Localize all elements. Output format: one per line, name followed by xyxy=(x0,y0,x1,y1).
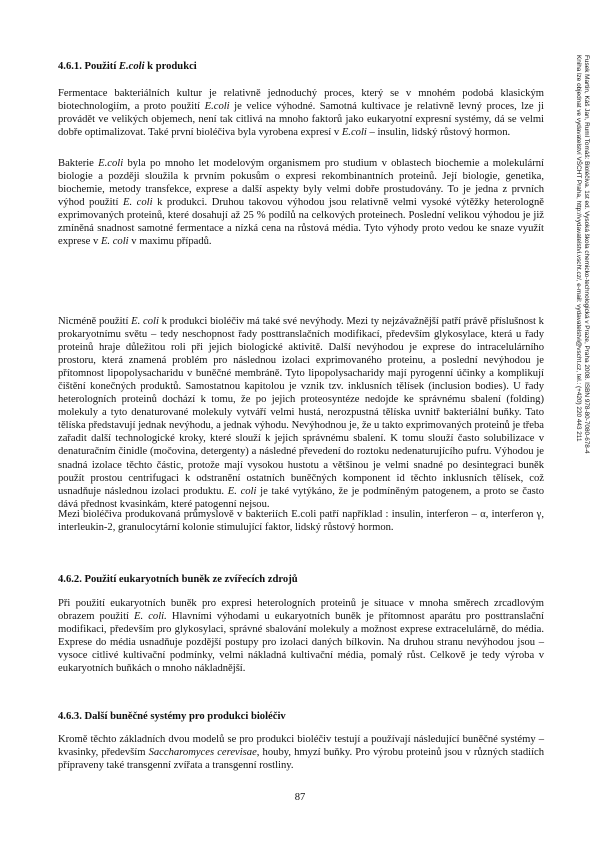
italic-run: E. coli xyxy=(131,316,159,327)
section-heading-4-6-1 xyxy=(58,60,197,74)
heading-italic-text: E.coli xyxy=(118,61,145,72)
paragraph-ecoli-intro xyxy=(58,87,544,139)
text-run: , houby, hmyzí buňky. Pro výrobu proteinů jsou v různých stadiích přípraveny také transgenní zvířata a transgenní rostliny. xyxy=(58,747,545,772)
page-number: 87 xyxy=(294,792,306,803)
text-run: k produkci. Druhou takovou výhodou jsou relativně velmi vysoké výtěžky heterologně exprimovaných proteinů, které dosahují až 25 % podílů na celkových proteinech. Poslední velikou výhodou je již zmíněná snadnost samotné fermentace a nízká cena na růstová média. Tyto výhody proto vedou ke snaze využít exprese v xyxy=(58,197,544,248)
italic-run: E. coli xyxy=(122,197,153,209)
text-run: v maximu případů. xyxy=(128,236,212,248)
text-run: Bakterie xyxy=(58,158,99,169)
citation-line: Kniha lze objednat ve vydavatelství VŠCHT Praha, http://vydavatelstvi.vscht.cz/, e-mail: vydavatelstvi@vscht.cz, tel.: (+420) 220 443 211 xyxy=(574,55,582,442)
text-run: byla po mnoho let modelovým organismem pro studium v oblastech biochemie a molekulární biologie a později sloužila k prvním pokusům o expresi rekombinantních proteinů. Její biologie, genetika, biochemie, metody transfekce, exprese a další aspekty byly velmi dobře prostudovány. To je jedna z prvních výhod použití xyxy=(58,158,544,209)
heading-text: 4.6.1. Použití xyxy=(58,61,119,72)
text-run: – insulin, lidský růstový hormon. xyxy=(366,127,511,139)
paragraph-eukaryotic-cells xyxy=(58,597,544,675)
section-heading-4-6-2: 4.6.2. Použití eukaryotních buněk ze zvířecích zdrojů xyxy=(58,574,298,585)
italic-run: E. coli xyxy=(227,485,257,497)
citation-line: Fusek Martin, Káš Jan, Ruml Tomáš: Bioléčiva. 1st ed. Vysoká škola chemicko-technologická v Praze, Praha 2008. ISBN 978-80-7080-678-4 xyxy=(583,55,590,454)
text-run: Kromě těchto základních dvou modelů se pro produkci bioléčiv testují a používají následující buněčné systémy – kvasinky, především xyxy=(58,734,544,759)
side-citation-note xyxy=(574,55,590,615)
text-run: k produkci bioléčiv má také své nevýhody. Mezi ty nejzávažnější patří právě příslušnost k prokaryotnímu světu – tedy neschopnost řady posttranslačních modifikací, především glykosylace, která u řady proteinů hraje důležitou roli při jejich biologické aktivitě. Další nevýhodou je exprese do intracelulárního prostoru, která znamená problém pro následnou izolaci exprimovaného proteinu, a poslední nevýhodou je přítomnost lipopolysacharidu v buněčné membráně. Tyto lipopolysacharidy mají pyrogenní účinky a komplikují čištění konečných produktů. Samostatnou kapitolou je vznik tzv. inklusních tělísek (inclusion bodies). U řady heterologních proteinů dochází k tomu, že po jejich proteosyntéze nedojde ke správnému sbalení (folding) molekuly a tyto denaturované molekuly vytváří velmi hustá, nerozpustná tělíska uvnitř bakteriální buňky. Tato tělíska představují jednak nevýhodu, a jednak výhodu. Nevýhodnou je, že u takto exprimovaných proteinů je třeba zařadit další technologické kroky, které slouží k jejich správnému sbalení. K tomu slouží často solubilizace v denaturačním činidle (močovina, detergenty) a následné převedení do roztoku nedenaturujícího pufru. Výhodou je snadná izolace těchto částic, protože mají vysokou hustotu a většinou je velmi snadné po desintegraci buněk použít prostou centrifugaci k odstranění ostatních buněčných komponent id těchto inklusních tělísek, což usnadňuje následnou izolaci produktu. xyxy=(58,316,544,497)
paragraph-other-systems xyxy=(58,733,544,772)
paragraph-ecoli-advantages xyxy=(58,157,544,248)
text-run: je také vytýkáno, že je podmíněným patogenem, a proto se často dává přednost kvasinkám, které patogenní nejsou. xyxy=(58,485,545,510)
italic-run: E.coli xyxy=(98,158,124,169)
text-run: je velice výhodné. Samotná kultivace je relativně levný proces, lze ji provádět ve velikých objemech, není tak citlivá na mnoho faktorů jako eukaryotní expresní systémy, dá se velmi dobře optimalizovat. Také první bioléčiva byla vyrobena expresí v xyxy=(58,101,544,139)
heading-text-suffix: k produkci xyxy=(144,61,197,72)
italic-run: E. coli xyxy=(100,236,129,248)
text-run: Hlavními výhodami u eukaryotních buněk je přítomnost aparátu pro posttranslační modifikaci, především pro glykosylaci, správné sbalování molekuly a možnost exprese extracelulárně, do média. Exprese do média usnadňuje pozdější postupy pro izolaci daných bílkovin. Na druhou stranu nevýhodou jsou – vysoce citlivé kultivační podmínky, velmi nákladná kultivační média, pomalý růst. Celkově je tedy výroba v eukaryotních buňkách o mnoho nákladnější. xyxy=(58,611,545,675)
section-heading-4-6-3: 4.6.3. Další buněčné systémy pro produkci bioléčiv xyxy=(58,711,286,722)
italic-run: Saccharomyces cerevisae xyxy=(148,747,257,759)
text-run: Fermentace bakteriálních kultur je relativně jednoduchý proces, který se v mnohém podobá klasickým biotechnologiím, a proto použití xyxy=(58,88,544,113)
italic-run: E.coli xyxy=(204,101,230,113)
paragraph-ecoli-disadvantages xyxy=(58,315,544,511)
italic-run: E.coli xyxy=(341,127,367,139)
paragraph-ecoli-products: Mezi bioléčiva produkovaná průmyslově v bakteriích E.coli patří například : insulin, interferon – α, interferon γ, interleukin-2, granulocytární kolonie stimulující faktor, lidský růstový hormon. xyxy=(58,509,544,534)
italic-run: E. coli. xyxy=(134,611,167,623)
text-run: Při použití eukaryotních buněk pro expresi heterologních proteinů je situace v mnoha směrech zrcadlovým obrazem použití xyxy=(58,598,544,623)
text-run: Nicméně použití xyxy=(58,316,132,327)
